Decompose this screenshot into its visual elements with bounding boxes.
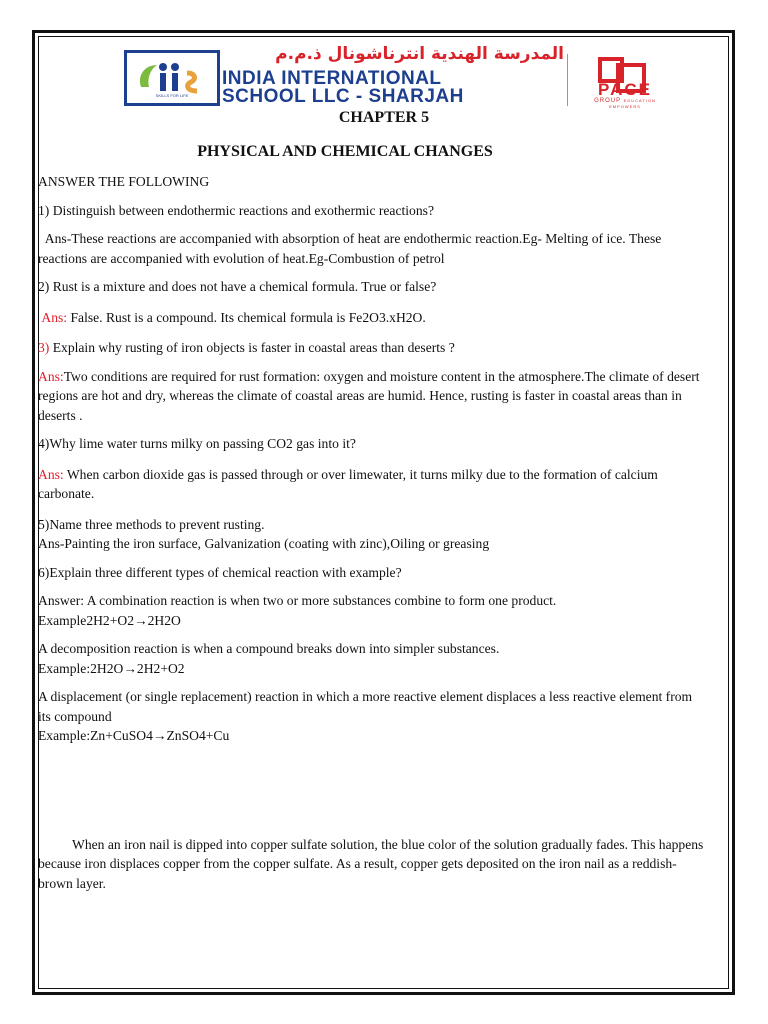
school-header bbox=[96, 38, 682, 110]
pace-tagline: EDUCATION EMPOWERS bbox=[609, 98, 656, 109]
answer-6-displacement-example: Example:Zn+CuSO4→ZnSO4+Cu bbox=[38, 728, 230, 743]
answer-3-label: Ans: bbox=[38, 368, 64, 384]
question-3-number: 3) bbox=[38, 340, 50, 355]
question-5: 5)Name three methods to prevent rusting. bbox=[38, 516, 265, 532]
closing-paragraph-text: When an iron nail is dipped into copper sulfate solution, the blue color of the solution gradually fades. This happens because iron displaces copper from the copper sulfate. As a result, copper gets deposited on the iron nail as a reddish-brown layer. bbox=[38, 836, 704, 891]
school-logo bbox=[124, 50, 220, 106]
question-3-text: Explain why rusting of iron objects is faster in coastal areas than deserts ? bbox=[49, 340, 455, 355]
answer-6-decomposition: A decomposition reaction is when a compound breaks down into simpler substances. bbox=[38, 641, 500, 656]
answer-1-text: Ans-These reactions are accompanied with absorption of heat are endothermic reaction.Eg- Melting of ice. These reactions are accompanied with evolution of heat.Eg-Combustion of petrol bbox=[38, 231, 662, 266]
chapter-number: CHAPTER 5 bbox=[338, 109, 430, 126]
answer-2 bbox=[38, 308, 706, 328]
school-name-line1: INDIA INTERNATIONAL bbox=[222, 68, 442, 89]
question-4: 4)Why lime water turns milky on passing CO2 gas into it? bbox=[38, 436, 356, 451]
answer-5: Ans-Painting the iron surface, Galvanization (coating with zinc),Oiling or greasing bbox=[38, 536, 490, 551]
pace-group-sub-text: GROUP bbox=[594, 98, 621, 104]
header-divider bbox=[567, 54, 568, 106]
question-2: 2) Rust is a mixture and does not have a chemical formula. True or false? bbox=[38, 279, 437, 294]
chapter-title: PHYSICAL AND CHEMICAL CHANGES bbox=[197, 143, 493, 160]
school-name-arabic: المدرسة الهندية انترناشونال ذ.م.م bbox=[275, 44, 564, 64]
answer-4 bbox=[38, 465, 706, 504]
instruction: ANSWER THE FOLLOWING bbox=[38, 174, 210, 189]
answer-6-combination-example: Example2H2+O2→2H2O bbox=[38, 612, 181, 628]
school-name bbox=[222, 70, 464, 106]
pace-group-name: PACE bbox=[598, 80, 652, 99]
closing-paragraph bbox=[38, 835, 706, 894]
answer-3 bbox=[38, 367, 706, 426]
answer-2-label: Ans: bbox=[41, 309, 68, 325]
question-6: 6)Explain three different types of chemical reaction with example? bbox=[38, 564, 402, 580]
answer-3-text: Two conditions are required for rust formation: oxygen and moisture content in the atmosphere.The climate of desert regions are hot and dry, whereas the climate of coastal areas are humid. Hence, rusting is faster in coastal areas than in deserts . bbox=[38, 368, 700, 423]
document-body bbox=[38, 172, 706, 893]
logo-tagline: SKILLS FOR LIFE bbox=[155, 93, 189, 98]
answer-4-text: When carbon dioxide gas is passed through or over limewater, it turns milky due to the formation of calcium carbonate. bbox=[38, 466, 658, 501]
answer-2-text: False. Rust is a compound. Its chemical formula is Fe2O3.xH2O. bbox=[67, 309, 426, 325]
answer-4-label: Ans: bbox=[38, 466, 64, 482]
answer-6-decomposition-example: Example:2H2O→2H2+O2 bbox=[38, 660, 185, 676]
answer-6-combination: Answer: A combination reaction is when two or more substances combine to form one product. bbox=[38, 593, 557, 608]
question-3 bbox=[38, 338, 706, 358]
answer-6-displacement: A displacement (or single replacement) reaction in which a more reactive element displaces a less reactive element from its compound bbox=[38, 689, 693, 724]
answer-1 bbox=[38, 229, 706, 268]
school-name-line2: SCHOOL LLC - SHARJAH bbox=[222, 86, 464, 107]
question-1: 1) Distinguish between endothermic reactions and exothermic reactions? bbox=[38, 202, 434, 218]
